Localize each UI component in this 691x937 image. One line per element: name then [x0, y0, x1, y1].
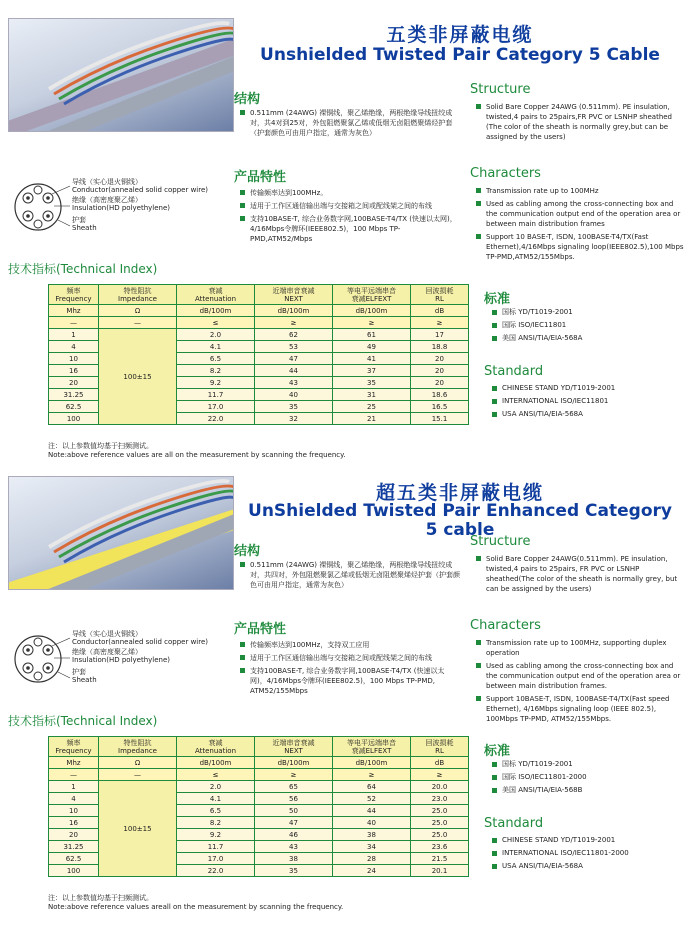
unit-cell: dB/100m: [333, 757, 411, 769]
value-cell: 32: [255, 413, 333, 425]
header-cn: 回波损耗: [425, 738, 454, 747]
value-cell: 11.7: [177, 841, 255, 853]
limit-cell: —: [49, 317, 99, 329]
frequency-cell: 1: [49, 781, 99, 793]
technical-index-title: 技术指标(Technical Index): [8, 262, 158, 276]
standards-en-heading: Standard: [484, 364, 544, 379]
structure-cn-text: [240, 108, 460, 141]
header-cn: 等电平远端串音: [347, 738, 396, 747]
technical-index-title: 技术指标(Technical Index): [8, 714, 158, 728]
value-cell: 47: [255, 817, 333, 829]
features-cn-item: 传输频率达到100MHz。: [240, 188, 460, 198]
value-cell: 17.0: [177, 853, 255, 865]
value-cell: 21: [333, 413, 411, 425]
features-en-list: [476, 186, 686, 265]
standards-en-list: [492, 382, 615, 421]
header-cn: 频率: [66, 738, 81, 747]
diagram-label: Conductor(annealed solid copper wire): [72, 638, 208, 646]
impedance-cell: 100±15: [99, 781, 177, 877]
header-en: 衰减ELFEXT: [351, 746, 392, 755]
header-en: RL: [435, 294, 444, 303]
note-cn: 注：以上参数值均基于扫频测试。: [48, 442, 153, 450]
value-cell: 18.6: [411, 389, 469, 401]
header-cn: 近端串音衰减: [272, 286, 315, 295]
header-en: Attenuation: [194, 746, 237, 755]
value-cell: 17.0: [177, 401, 255, 413]
features-cn-item: 适用于工作区通信输出端与交接箱之间或配线架之间的布线: [240, 653, 460, 663]
features-en-heading: Characters: [470, 166, 541, 181]
value-cell: 49: [333, 341, 411, 353]
frequency-cell: 1: [49, 329, 99, 341]
structure-en-heading: Structure: [470, 534, 531, 549]
value-cell: 23.0: [411, 793, 469, 805]
value-cell: 20.1: [411, 865, 469, 877]
frequency-cell: 20: [49, 829, 99, 841]
features-cn-item: 适用于工作区通信输出端与交接箱之间或配线架之间的布线: [240, 201, 460, 211]
standard-cn-item: 美国 ANSI/TIA/EIA-568B: [492, 784, 587, 797]
standard-cn-item: 国标 YD/T1019-2001: [492, 306, 582, 319]
value-cell: 20.0: [411, 781, 469, 793]
frequency-cell: 31.25: [49, 389, 99, 401]
value-cell: 21.5: [411, 853, 469, 865]
table-unit-row: [49, 305, 469, 317]
header-en: 衰减ELFEXT: [351, 294, 392, 303]
value-cell: 22.0: [177, 413, 255, 425]
unit-cell: dB/100m: [177, 757, 255, 769]
value-cell: 65: [255, 781, 333, 793]
features-en-list: [476, 638, 686, 727]
value-cell: 11.7: [177, 389, 255, 401]
features-en-item: Transmission rate up to 100MHz, supporting duplex operation: [476, 638, 686, 658]
value-cell: 25.0: [411, 829, 469, 841]
value-cell: 20: [411, 353, 469, 365]
value-cell: 18.8: [411, 341, 469, 353]
header-en: NEXT: [284, 746, 303, 755]
standard-en-item: USA ANSI/TIA/EIA-568A: [492, 860, 629, 873]
header-en: RL: [435, 746, 444, 755]
value-cell: 16.5: [411, 401, 469, 413]
frequency-cell: 100: [49, 865, 99, 877]
features-cn-heading: 产品特性: [234, 170, 287, 185]
title-en: Unshielded Twisted Pair Category 5 Cable: [260, 45, 660, 65]
standard-en-item: CHINESE STAND YD/T1019-2001: [492, 382, 615, 395]
header-cn: 衰减: [208, 738, 223, 747]
limit-cell: ≥: [255, 317, 333, 329]
cable-photo: [8, 476, 234, 590]
cable-section: [0, 0, 691, 466]
value-cell: 20: [411, 377, 469, 389]
diagram-label: Insulation(HD polyethylene): [72, 204, 171, 212]
table-header-cell: [411, 737, 469, 757]
structure-cn-item: 0.511mm (24AWG) 裸铜线，聚乙烯绝缘，两根绝缘导线扭绞成对，共四对，外包阻燃聚氯乙烯或低烟无卤阻燃聚烯烃护套（护套颜色可由用户指定，通常为灰色）: [240, 560, 460, 590]
diagram-label: 导线（实心退火铜线）: [72, 630, 142, 638]
value-cell: 43: [255, 377, 333, 389]
value-cell: 15.1: [411, 413, 469, 425]
unit-cell: Mhz: [49, 305, 99, 317]
structure-en-text: [476, 102, 686, 145]
frequency-cell: 10: [49, 805, 99, 817]
table-header-cell: [99, 285, 177, 305]
cross-section-icon: [8, 182, 70, 232]
features-en-item: Support 10 BASE-T, ISDN, 100BASE-T4/TX(Fast Ethernet),4/16Mbps signaling loop(IEEE802.5),100 Mbps TP-PMD,ATM52/155Mbps.: [476, 232, 686, 262]
value-cell: 40: [255, 389, 333, 401]
table-header-row: [49, 285, 469, 305]
header-en: Frequency: [55, 746, 92, 755]
value-cell: 35: [255, 865, 333, 877]
features-cn-list: [240, 188, 460, 247]
table-row: [49, 781, 469, 793]
value-cell: 38: [255, 853, 333, 865]
frequency-cell: 4: [49, 793, 99, 805]
features-cn-item: 传输频率达到100MHz，支持双工应用: [240, 640, 460, 650]
limit-cell: —: [99, 317, 177, 329]
cable-section: [0, 470, 691, 936]
structure-cn-text: [240, 560, 460, 593]
features-en-item: Used as cabling among the cross-connecting box and the communication output end of the operation area or between main distribution frames.: [476, 661, 686, 691]
unit-cell: dB/100m: [255, 757, 333, 769]
table-limit-row: [49, 769, 469, 781]
technical-index-table: [48, 284, 469, 425]
standards-cn-heading: 标准: [484, 744, 511, 759]
standard-en-item: INTERNATIONAL ISO/IEC11801: [492, 395, 615, 408]
table-header-row: [49, 737, 469, 757]
table-header-cell: [411, 285, 469, 305]
value-cell: 52: [333, 793, 411, 805]
table-header-cell: [333, 285, 411, 305]
frequency-cell: 31.25: [49, 841, 99, 853]
cable-cross-section: [8, 182, 70, 232]
features-cn-item: 支持100BASE-T, 综合业务数字网,100BASE-T4/TX (快速以太网)，4/16Mbps令牌环(IEEE802.5)，100 Mbps TP-PMD, ATM52/155Mbps: [240, 666, 460, 696]
features-en-item: Transmission rate up to 100MHz: [476, 186, 686, 196]
structure-cn-heading: 结构: [234, 92, 261, 107]
title-cn: 超五类非屏蔽电缆: [375, 482, 544, 504]
standard-en-item: CHINESE STAND YD/T1019-2001: [492, 834, 629, 847]
table-header-cell: [49, 285, 99, 305]
unit-cell: Ω: [99, 757, 177, 769]
cable-cross-section: [8, 634, 70, 684]
limit-cell: ≥: [333, 317, 411, 329]
header-en: Impedance: [118, 746, 157, 755]
header-en: Impedance: [118, 294, 157, 303]
value-cell: 38: [333, 829, 411, 841]
title-en: UnShielded Twisted Pair Enhanced Category 5 cable: [248, 501, 672, 540]
diagram-label: 护套: [72, 216, 86, 224]
value-cell: 44: [255, 365, 333, 377]
unit-cell: dB/100m: [333, 305, 411, 317]
value-cell: 34: [333, 841, 411, 853]
value-cell: 4.1: [177, 793, 255, 805]
diagram-label: Insulation(HD polyethylene): [72, 656, 171, 664]
table-header-cell: [255, 737, 333, 757]
value-cell: 46: [255, 829, 333, 841]
value-cell: 4.1: [177, 341, 255, 353]
value-cell: 40: [333, 817, 411, 829]
features-en-item: Used as cabling among the cross-connecting box and the communication output end of the operation area or between main distribution frames: [476, 199, 686, 229]
structure-en-heading: Structure: [470, 82, 531, 97]
value-cell: 35: [255, 401, 333, 413]
value-cell: 53: [255, 341, 333, 353]
note-cn: 注：以上参数值均基于扫频测试。: [48, 894, 153, 902]
unit-cell: dB/100m: [177, 305, 255, 317]
header-cn: 近端串音衰减: [272, 738, 315, 747]
twisted-cable-image: [9, 19, 234, 132]
value-cell: 56: [255, 793, 333, 805]
unit-cell: dB: [411, 757, 469, 769]
value-cell: 50: [255, 805, 333, 817]
limit-cell: ≥: [333, 769, 411, 781]
value-cell: 61: [333, 329, 411, 341]
table-header-cell: [49, 737, 99, 757]
features-cn-item: 支持10BASE-T, 综合业务数字网,100BASE-T4/TX (快速以太网)，4/16Mbps令牌环(IEEE802.5)，100 Mbps TP-PMD,ATM52/Mbps: [240, 214, 460, 244]
note-en: Note:above reference values areall on the measurement by scanning the frequency.: [48, 903, 344, 911]
standards-en-heading: Standard: [484, 816, 544, 831]
value-cell: 9.2: [177, 829, 255, 841]
value-cell: 23.6: [411, 841, 469, 853]
value-cell: 20: [411, 365, 469, 377]
title-cn: 五类非屏蔽电缆: [386, 24, 534, 46]
unit-cell: dB: [411, 305, 469, 317]
value-cell: 8.2: [177, 365, 255, 377]
standards-cn-list: [492, 306, 582, 345]
header-en: Attenuation: [194, 294, 237, 303]
value-cell: 9.2: [177, 377, 255, 389]
header-en: NEXT: [284, 294, 303, 303]
diagram-label: Sheath: [72, 224, 97, 232]
diagram-label: 绝缘（高密度聚乙烯）: [72, 196, 142, 204]
value-cell: 6.5: [177, 805, 255, 817]
unit-cell: Mhz: [49, 757, 99, 769]
structure-en-text: [476, 554, 686, 597]
frequency-cell: 16: [49, 365, 99, 377]
twisted-cable-image: [9, 477, 234, 590]
frequency-cell: 16: [49, 817, 99, 829]
value-cell: 24: [333, 865, 411, 877]
structure-en-item: Solid Bare Copper 24AWG (0.511mm). PE insulation, twisted,4 pairs to 25pairs,FR PVC or LSNHP sheathed (The color of the sheath is normally grey,but can be assigned by the users): [476, 102, 686, 142]
value-cell: 31: [333, 389, 411, 401]
header-en: Frequency: [55, 294, 92, 303]
structure-cn-item: 0.511mm (24AWG) 裸铜线，聚乙烯绝缘，两根绝缘导线扭绞成对，共4对到25对，外包阻燃聚氯乙烯或低烟无卤阻燃聚烯烃护套（护套颜色可由用户指定，通常为灰色）: [240, 108, 460, 138]
structure-en-item: Solid Bare Copper 24AWG(0.511mm). PE insulation, twisted,4 pairs to 25pairs, FR PVC or LSNHP sheathed(The color of the sheath is normally grey, but can be assigned by the users): [476, 554, 686, 594]
table-limit-row: [49, 317, 469, 329]
value-cell: 25.0: [411, 805, 469, 817]
standard-en-item: USA ANSI/TIA/EIA-568A: [492, 408, 615, 421]
value-cell: 64: [333, 781, 411, 793]
structure-cn-heading: 结构: [234, 544, 261, 559]
value-cell: 25: [333, 401, 411, 413]
limit-cell: ≤: [177, 769, 255, 781]
value-cell: 28: [333, 853, 411, 865]
value-cell: 17: [411, 329, 469, 341]
diagram-label: 绝缘（高密度聚乙烯）: [72, 648, 142, 656]
value-cell: 25.0: [411, 817, 469, 829]
impedance-cell: 100±15: [99, 329, 177, 425]
table-header-cell: [99, 737, 177, 757]
value-cell: 37: [333, 365, 411, 377]
features-cn-heading: 产品特性: [234, 622, 287, 637]
standard-en-item: INTERNATIONAL ISO/IEC11801-2000: [492, 847, 629, 860]
value-cell: 41: [333, 353, 411, 365]
diagram-label: Conductor(annealed solid copper wire): [72, 186, 208, 194]
value-cell: 22.0: [177, 865, 255, 877]
standards-cn-heading: 标准: [484, 292, 511, 307]
table-header-cell: [177, 737, 255, 757]
diagram-label: 导线（实心退火铜线）: [72, 178, 142, 186]
value-cell: 35: [333, 377, 411, 389]
features-en-heading: Characters: [470, 618, 541, 633]
limit-cell: —: [99, 769, 177, 781]
header-cn: 特性阻抗: [123, 286, 152, 295]
header-cn: 频率: [66, 286, 81, 295]
limit-cell: ≥: [411, 769, 469, 781]
diagram-label: Sheath: [72, 676, 97, 684]
cross-section-icon: [8, 634, 70, 684]
header-cn: 衰减: [208, 286, 223, 295]
unit-cell: dB/100m: [255, 305, 333, 317]
frequency-cell: 62.5: [49, 853, 99, 865]
value-cell: 47: [255, 353, 333, 365]
standard-cn-item: 国际 ISO/IEC11801-2000: [492, 771, 587, 784]
frequency-cell: 10: [49, 353, 99, 365]
features-en-item: Support 10BASE-T, ISDN, 100BASE-T4/TX(Fast speed Ethernet), 4/16Mbps signaling loop (IEEE 802.5), 100Mbps TP-PMD, ATM52/155Mbps.: [476, 694, 686, 724]
table-header-cell: [255, 285, 333, 305]
standard-cn-item: 国标 YD/T1019-2001: [492, 758, 587, 771]
limit-cell: ≤: [177, 317, 255, 329]
cable-photo: [8, 18, 234, 132]
header-cn: 等电平远端串音: [347, 286, 396, 295]
technical-index-table: [48, 736, 469, 877]
frequency-cell: 100: [49, 413, 99, 425]
header-cn: 特性阻抗: [123, 738, 152, 747]
table-row: [49, 329, 469, 341]
limit-cell: ≥: [255, 769, 333, 781]
diagram-label: 护套: [72, 668, 86, 676]
standard-cn-item: 国际 ISO/IEC11801: [492, 319, 582, 332]
frequency-cell: 4: [49, 341, 99, 353]
value-cell: 2.0: [177, 781, 255, 793]
frequency-cell: 62.5: [49, 401, 99, 413]
standards-cn-list: [492, 758, 587, 797]
note-en: Note:above reference values are all on the measurement by scanning the frequency.: [48, 451, 346, 459]
standard-cn-item: 美国 ANSI/TIA/EIA-568A: [492, 332, 582, 345]
table-header-cell: [177, 285, 255, 305]
standards-en-list: [492, 834, 629, 873]
value-cell: 8.2: [177, 817, 255, 829]
limit-cell: —: [49, 769, 99, 781]
unit-cell: Ω: [99, 305, 177, 317]
limit-cell: ≥: [411, 317, 469, 329]
value-cell: 6.5: [177, 353, 255, 365]
value-cell: 62: [255, 329, 333, 341]
frequency-cell: 20: [49, 377, 99, 389]
value-cell: 44: [333, 805, 411, 817]
header-cn: 回波损耗: [425, 286, 454, 295]
value-cell: 43: [255, 841, 333, 853]
table-unit-row: [49, 757, 469, 769]
features-cn-list: [240, 640, 460, 699]
value-cell: 2.0: [177, 329, 255, 341]
table-header-cell: [333, 737, 411, 757]
